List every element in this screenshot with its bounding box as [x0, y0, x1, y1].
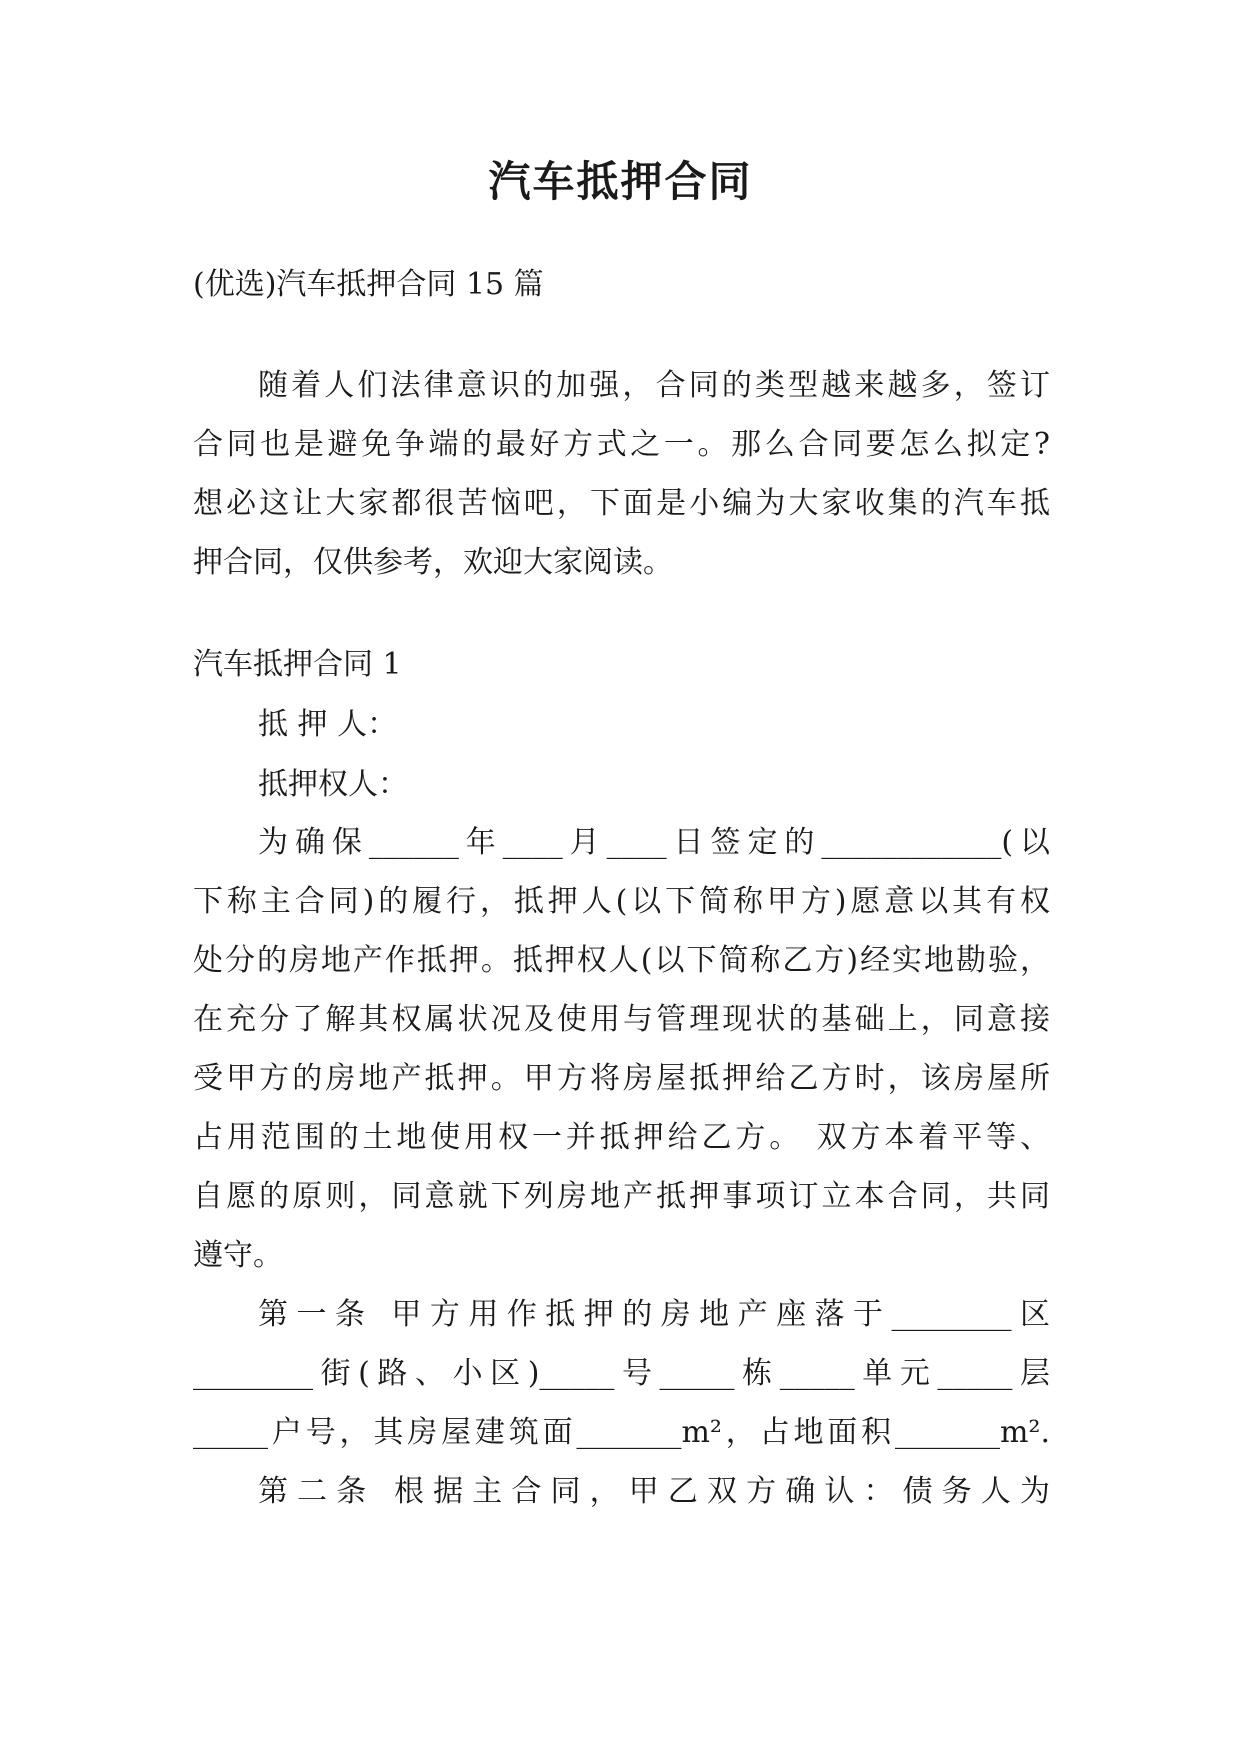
body-line-6: 占用范围的土地使用权一并抵押给乙方。 双方本着平等、 — [193, 1120, 1050, 1155]
body-line-2: 下称主合同)的履行，抵押人(以下简称甲方)愿意以其有权 — [193, 884, 1050, 919]
body-line-4: 在充分了解其权属状况及使用与管理现状的基础上，同意接 — [193, 1002, 1050, 1037]
document-subtitle: (优选)汽车抵押合同 15 篇 — [193, 267, 544, 302]
body-line-7: 自愿的原则，同意就下列房地产抵押事项订立本合同，共同 — [193, 1179, 1050, 1214]
section-heading: 汽车抵押合同 1 — [193, 647, 402, 682]
article-2-line-1: 第二条 根据主合同，甲乙双方确认：债务人为 — [258, 1474, 1050, 1509]
body-line-8: 遵守。 — [193, 1238, 283, 1273]
party-mortgagor-label: 抵 押 人： — [258, 707, 398, 742]
intro-line-3: 想必这让大家都很苦恼吧，下面是小编为大家收集的汽车抵 — [193, 486, 1050, 521]
body-line-3: 处分的房地产作抵押。抵押权人(以下简称乙方)经实地勘验， — [193, 943, 1050, 978]
intro-line-1: 随着人们法律意识的加强，合同的类型越来越多，签订 — [258, 368, 1050, 403]
article-1-line-2: ________街(路、小区)_____号_____栋_____单元_____层 — [193, 1356, 1050, 1391]
article-1-line-1: 第一条 甲方用作抵押的房地产座落于________区 — [258, 1297, 1050, 1332]
body-line-1: 为确保______年____月____日签定的____________(以 — [258, 825, 1050, 860]
intro-line-2: 合同也是避免争端的最好方式之一。那么合同要怎么拟定? — [193, 427, 1050, 462]
document-title: 汽车抵押合同 — [488, 157, 753, 206]
body-line-5: 受甲方的房地产抵押。甲方将房屋抵押给乙方时，该房屋所 — [193, 1061, 1050, 1096]
party-mortgagee-label: 抵押权人： — [258, 767, 408, 802]
intro-line-4: 押合同，仅供参考，欢迎大家阅读。 — [193, 545, 673, 580]
article-1-line-3: _____户号，其房屋建筑面_______m²，占地面积_______m². — [193, 1415, 1050, 1450]
